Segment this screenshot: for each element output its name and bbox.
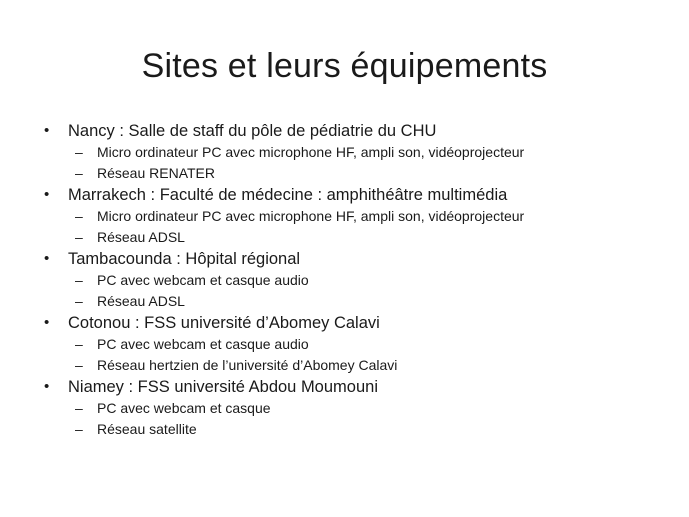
site-label: Cotonou : FSS université d’Abomey Calavi	[68, 314, 380, 332]
bullet-icon: •	[44, 378, 50, 395]
equipment-item	[40, 291, 670, 312]
equipment-item	[40, 355, 670, 376]
bullet-icon: •	[44, 186, 50, 203]
equipment-label: PC avec webcam et casque	[97, 400, 271, 416]
site-item	[40, 120, 670, 142]
dash-icon: –	[75, 357, 83, 373]
bullet-icon: •	[44, 250, 50, 267]
equipment-item	[40, 163, 670, 184]
equipment-item	[40, 227, 670, 248]
equipment-label: PC avec webcam et casque audio	[97, 336, 309, 352]
equipment-label: Réseau ADSL	[97, 293, 185, 309]
equipment-label: Réseau hertzien de l’université d’Abomey Calavi	[97, 357, 398, 373]
site-list	[40, 120, 670, 440]
dash-icon: –	[75, 144, 83, 160]
equipment-label: PC avec webcam et casque audio	[97, 272, 309, 288]
dash-icon: –	[75, 208, 83, 224]
equipment-item	[40, 142, 670, 163]
equipment-label: Micro ordinateur PC avec microphone HF, ampli son, vidéoprojecteur	[97, 208, 525, 224]
site-item	[40, 248, 670, 270]
bullet-icon: •	[44, 122, 50, 139]
equipment-label: Réseau RENATER	[97, 165, 216, 181]
dash-icon: –	[75, 293, 83, 309]
site-label: Marrakech : Faculté de médecine : amphithéâtre multimédia	[68, 186, 508, 204]
site-item	[40, 312, 670, 334]
equipment-label: Micro ordinateur PC avec microphone HF, ampli son, vidéoprojecteur	[97, 144, 525, 160]
site-label: Niamey : FSS université Abdou Moumouni	[68, 378, 378, 396]
dash-icon: –	[75, 336, 83, 352]
equipment-item	[40, 419, 670, 440]
dash-icon: –	[75, 421, 83, 437]
dash-icon: –	[75, 165, 83, 181]
dash-icon: –	[75, 229, 83, 245]
dash-icon: –	[75, 272, 83, 288]
equipment-item	[40, 398, 670, 419]
site-label: Nancy : Salle de staff du pôle de pédiatrie du CHU	[68, 122, 437, 140]
equipment-label: Réseau ADSL	[97, 229, 185, 245]
dash-icon: –	[75, 400, 83, 416]
equipment-item	[40, 270, 670, 291]
equipment-label: Réseau satellite	[97, 421, 197, 437]
equipment-item	[40, 334, 670, 355]
slide-title: Sites et leurs équipements	[141, 47, 548, 85]
site-label: Tambacounda : Hôpital régional	[68, 250, 301, 268]
equipment-item	[40, 206, 670, 227]
bullet-icon: •	[44, 314, 50, 331]
site-item	[40, 184, 670, 206]
site-item	[40, 376, 670, 398]
